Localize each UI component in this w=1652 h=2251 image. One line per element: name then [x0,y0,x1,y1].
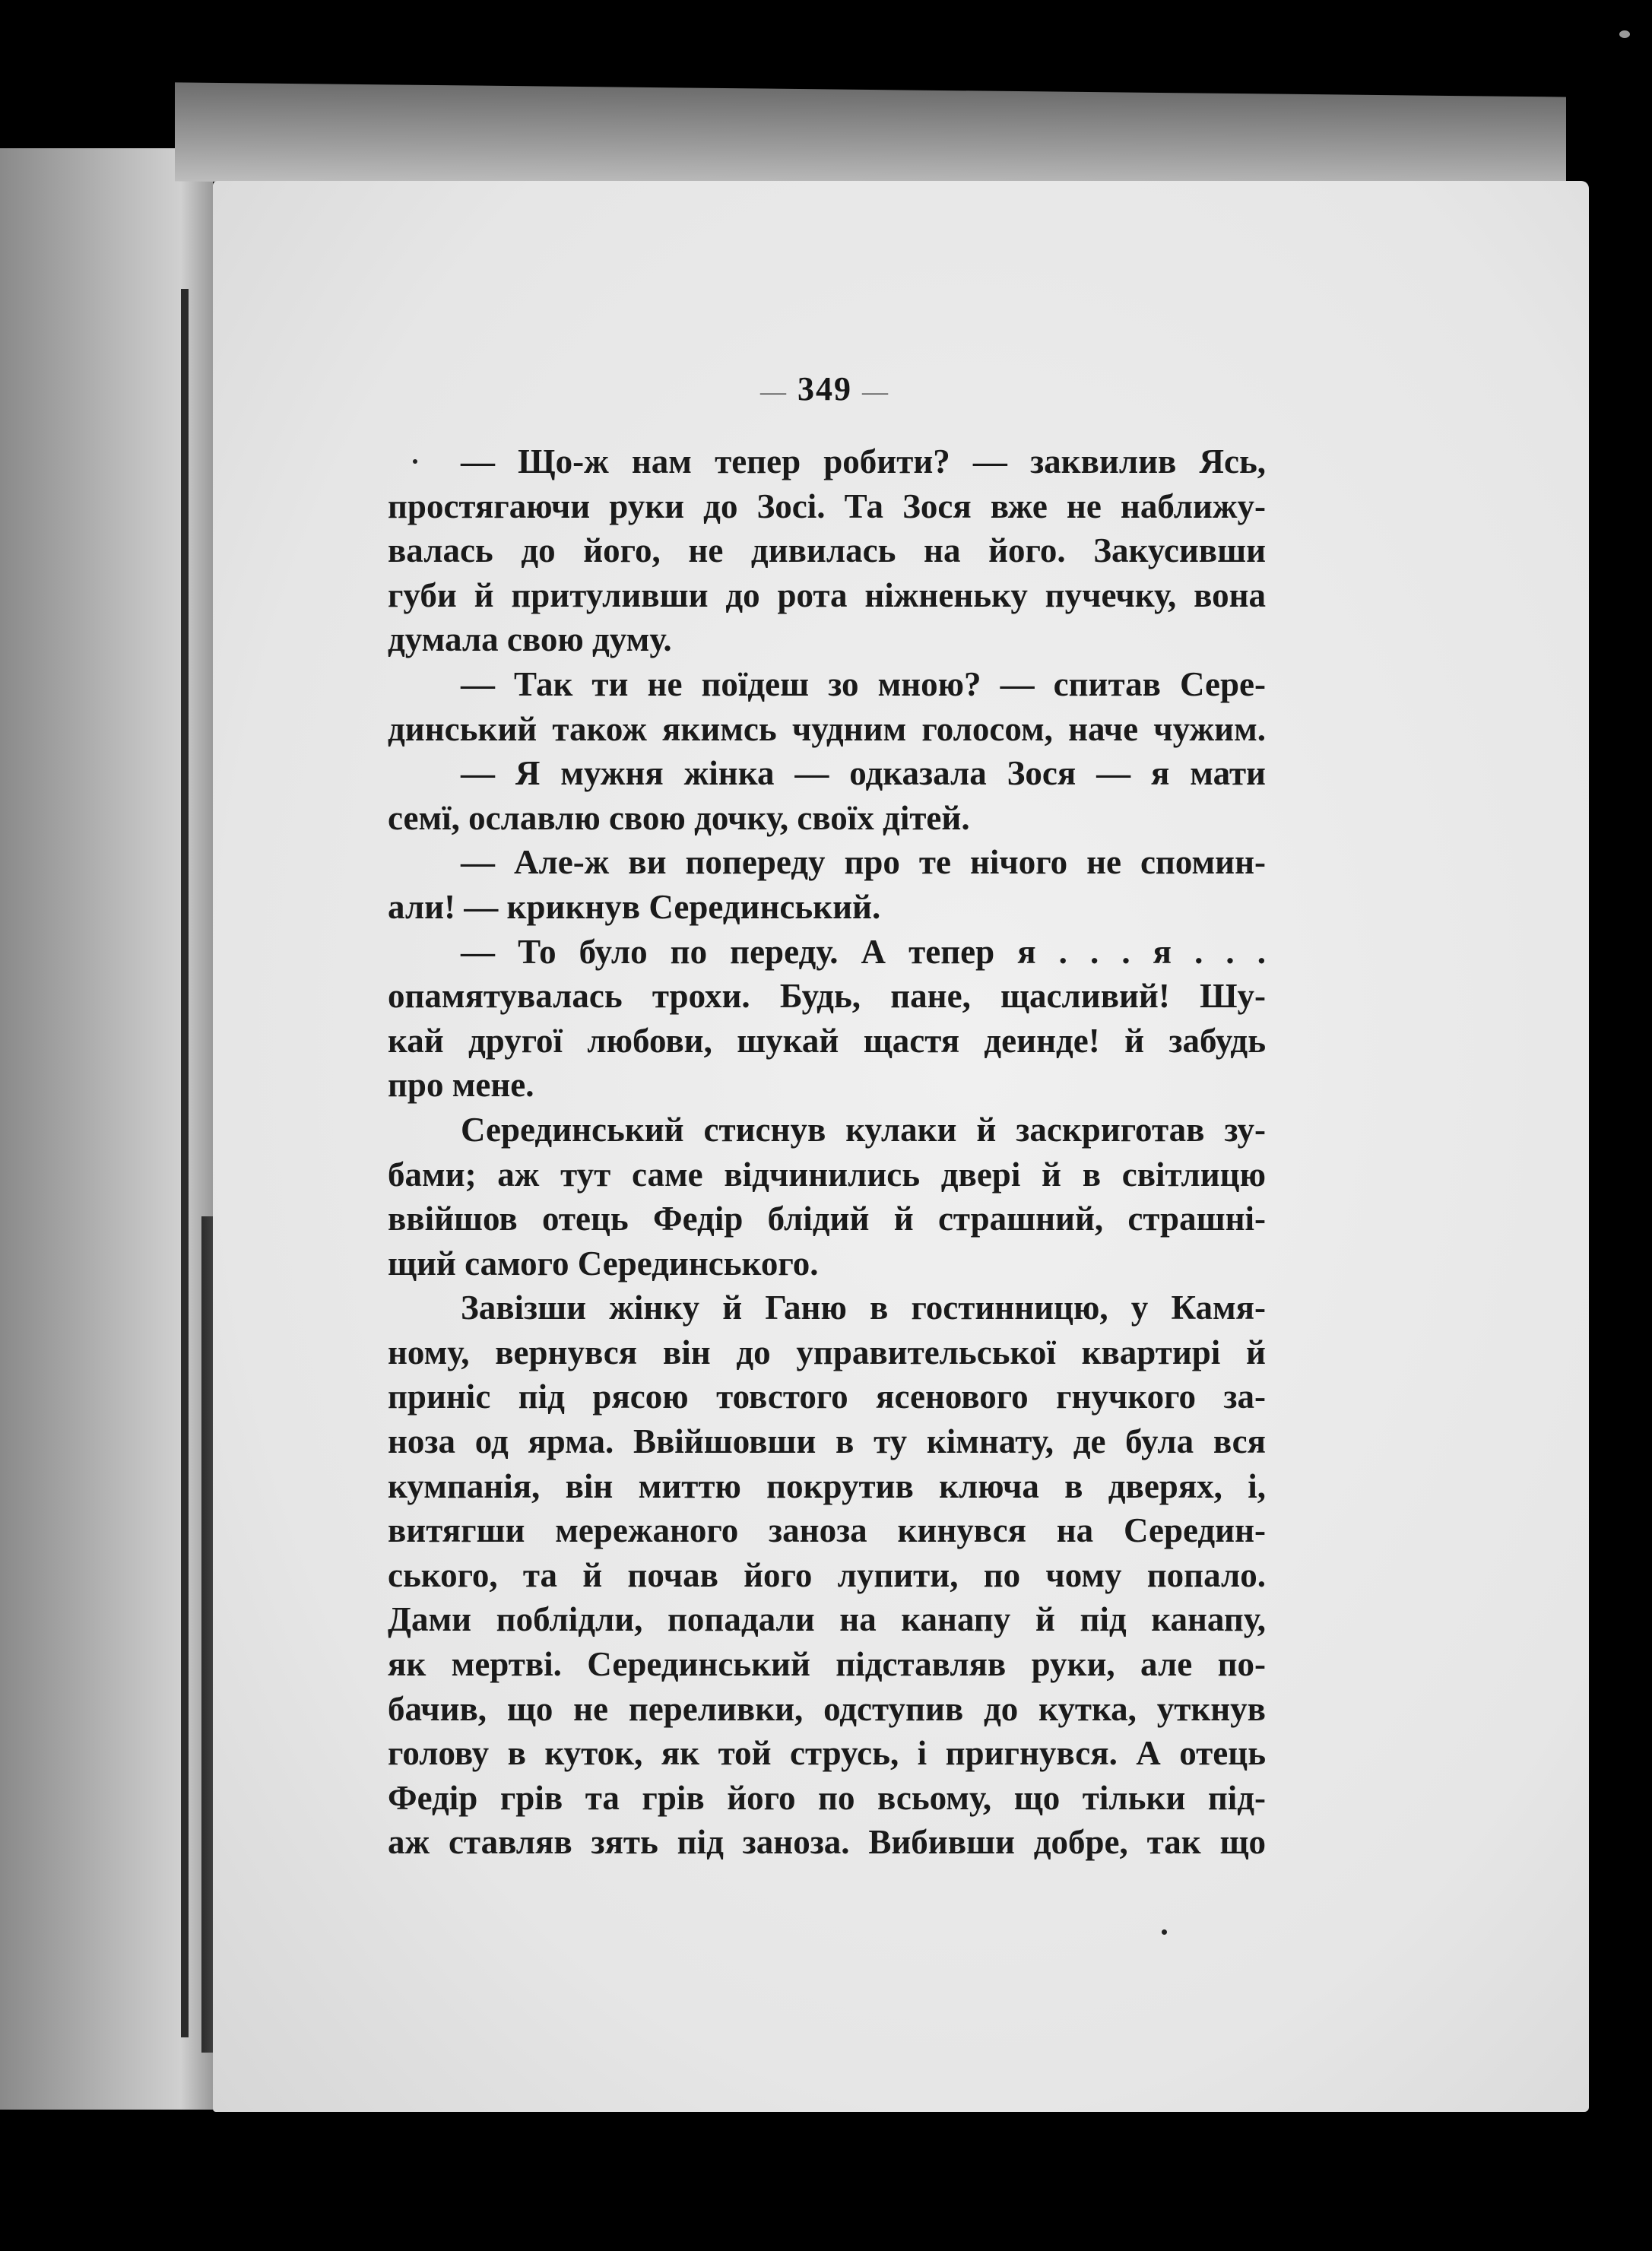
text-line: семї, ославлю свою дочку, своїх дітей. [388,798,970,837]
text-line: простягаючи руки до Зосі. Та Зося вже не наближу- [388,487,1266,525]
ink-speck [1619,30,1630,38]
text-line: — То було по переду. А тепер я . . . я . . . [461,932,1266,971]
text-line: Завізши жінку й Ганю в гостинницю, у Камя- [461,1289,1266,1327]
text-line: — Так ти не поїдеш зо мною? — спитав Сере- [461,664,1266,703]
text-line: ноза од ярма. Ввійшовши в ту кімнату, де була вся [388,1422,1266,1461]
text-line: али! — крикнув Серединський. [388,887,881,926]
text-line: бачив, що не переливки, одступив до кутка, уткнув [388,1689,1266,1728]
text-line: кай другої любови, шукай щастя деинде! й забудь [388,1021,1266,1060]
text-line: витягши мережаного заноза кинувся на Середин- [388,1511,1266,1550]
previous-page-border [181,289,189,2037]
ink-speck [413,459,417,464]
text-line: думала свою думу. [388,620,672,659]
text-line: валась до його, не дивилась на його. Закусивши [388,531,1266,570]
text-line: ному, вернувся він до управительської квартирі й [388,1333,1266,1371]
text-line: бами; аж тут саме відчинились двері й в світлицю [388,1155,1266,1194]
page-number-dash-right: — [862,378,889,406]
page-number-dash-left: — [760,378,788,406]
text-line: щий самого Серединського. [388,1244,819,1282]
text-line: Дами поблідли, попадали на канапу й під канапу, [388,1600,1266,1639]
text-line: як мертві. Серединський підставляв руки, але по- [388,1645,1266,1684]
text-line: приніс під рясою товстого ясенового гнучкого за- [388,1378,1266,1416]
text-line: ввійшов отець Федір блідий й страшний, страшні- [388,1200,1266,1238]
text-line: динський також якимсь чудним голосом, наче чужим. [388,709,1266,748]
text-line: — Я мужня жінка — одказала Зося — я мати [461,754,1266,793]
text-line: Федір грів та грів його по всьому, що тільки під- [388,1778,1266,1817]
text-line: про мене. [388,1066,534,1105]
text-line: аж ставляв зять під заноза. Вибивши добре, так що [388,1823,1266,1862]
page-number-header [730,369,920,408]
text-line: Серединський стиснув кулаки й заскриготав зу- [461,1110,1266,1149]
text-line: губи й притуливши до рота ніжненьку пучечку, вона [388,575,1266,614]
body-text [388,439,1266,1865]
text-line: голову в куток, як той струсь, і пригнувся. А отець [388,1734,1266,1773]
text-line: опамятувалась трохи. Будь, пане, щасливий! Шу- [388,977,1266,1016]
text-line: — Але-ж ви попереду про те нічого не спомин- [461,843,1266,882]
ink-speck [1162,1929,1167,1935]
text-line: ського, та й почав його лупити, по чому попало. [388,1555,1266,1594]
page-number: 349 [797,370,852,407]
text-line: кумпанія, він миттю покрутив ключа в дверях, і, [388,1466,1266,1505]
text-line: — Що-ж нам тепер робити? — заквилив Ясь, [461,442,1266,480]
underlying-page [175,82,1566,195]
